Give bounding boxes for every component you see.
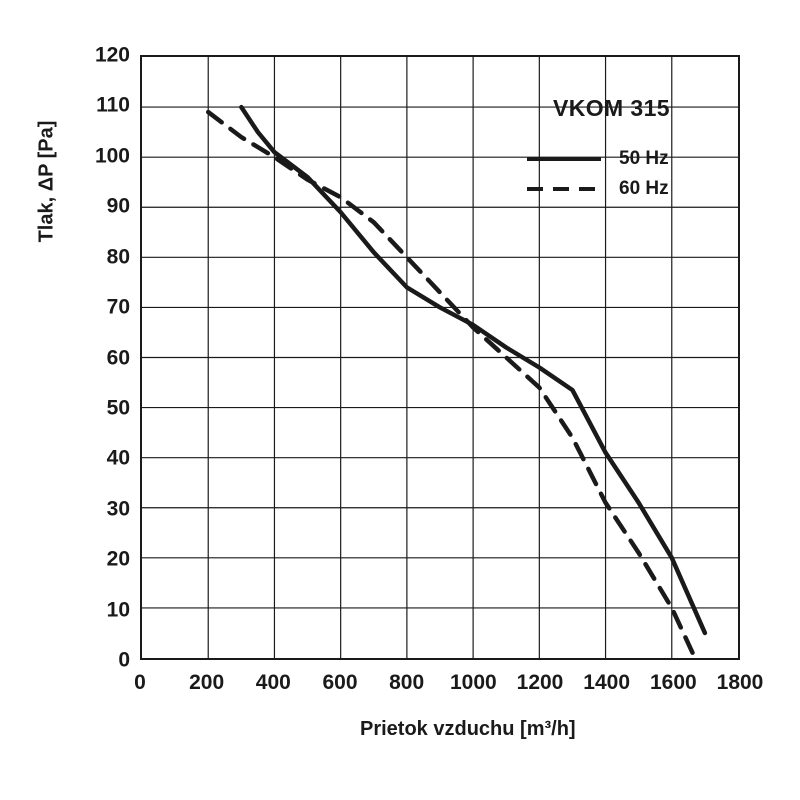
x-tick-label: 800 xyxy=(389,671,425,694)
legend-label-50hz: 50 Hz xyxy=(619,148,669,169)
y-tick-label: 80 xyxy=(106,245,130,269)
x-tick-label: 1000 xyxy=(449,671,497,694)
legend-item-50hz xyxy=(525,144,715,174)
y-tick-label: 90 xyxy=(106,194,130,218)
x-tick-label: 0 xyxy=(134,671,146,694)
legend-title: VKOM 315 xyxy=(553,95,670,121)
y-tick-label: 0 xyxy=(118,648,130,672)
x-tick-label: 200 xyxy=(189,671,225,694)
y-axis-title: Tlak, ΔP [Pa] xyxy=(35,120,58,243)
x-axis-title: Prietok vzduchu [m³/h] xyxy=(360,718,576,740)
y-tick-label: 50 xyxy=(106,396,130,420)
y-tick-label: 30 xyxy=(106,497,130,521)
legend-swatch-dashed-icon xyxy=(525,183,603,195)
legend-item-60hz xyxy=(525,174,715,204)
y-tick-label: 10 xyxy=(106,598,130,622)
y-axis-tick-labels xyxy=(62,43,130,672)
y-tick-label: 20 xyxy=(106,547,130,571)
y-tick-label: 110 xyxy=(96,93,130,117)
y-tick-label: 120 xyxy=(94,43,130,67)
y-tick-label: 60 xyxy=(106,346,130,369)
legend-swatch-solid-icon xyxy=(525,153,603,165)
x-axis-tick-labels xyxy=(134,671,764,702)
x-tick-label: 1200 xyxy=(516,671,564,694)
x-tick-label: 400 xyxy=(255,671,291,694)
x-tick-label: 1600 xyxy=(649,671,697,694)
legend-label-60hz: 60 Hz xyxy=(619,178,669,199)
x-tick-label: 600 xyxy=(322,671,358,694)
y-tick-label: 70 xyxy=(106,295,130,319)
x-tick-label: 1400 xyxy=(583,671,631,694)
y-tick-label: 100 xyxy=(94,144,130,168)
y-tick-label: 40 xyxy=(106,446,130,470)
chart-legend xyxy=(525,95,715,204)
x-tick-label: 1800 xyxy=(716,671,764,694)
